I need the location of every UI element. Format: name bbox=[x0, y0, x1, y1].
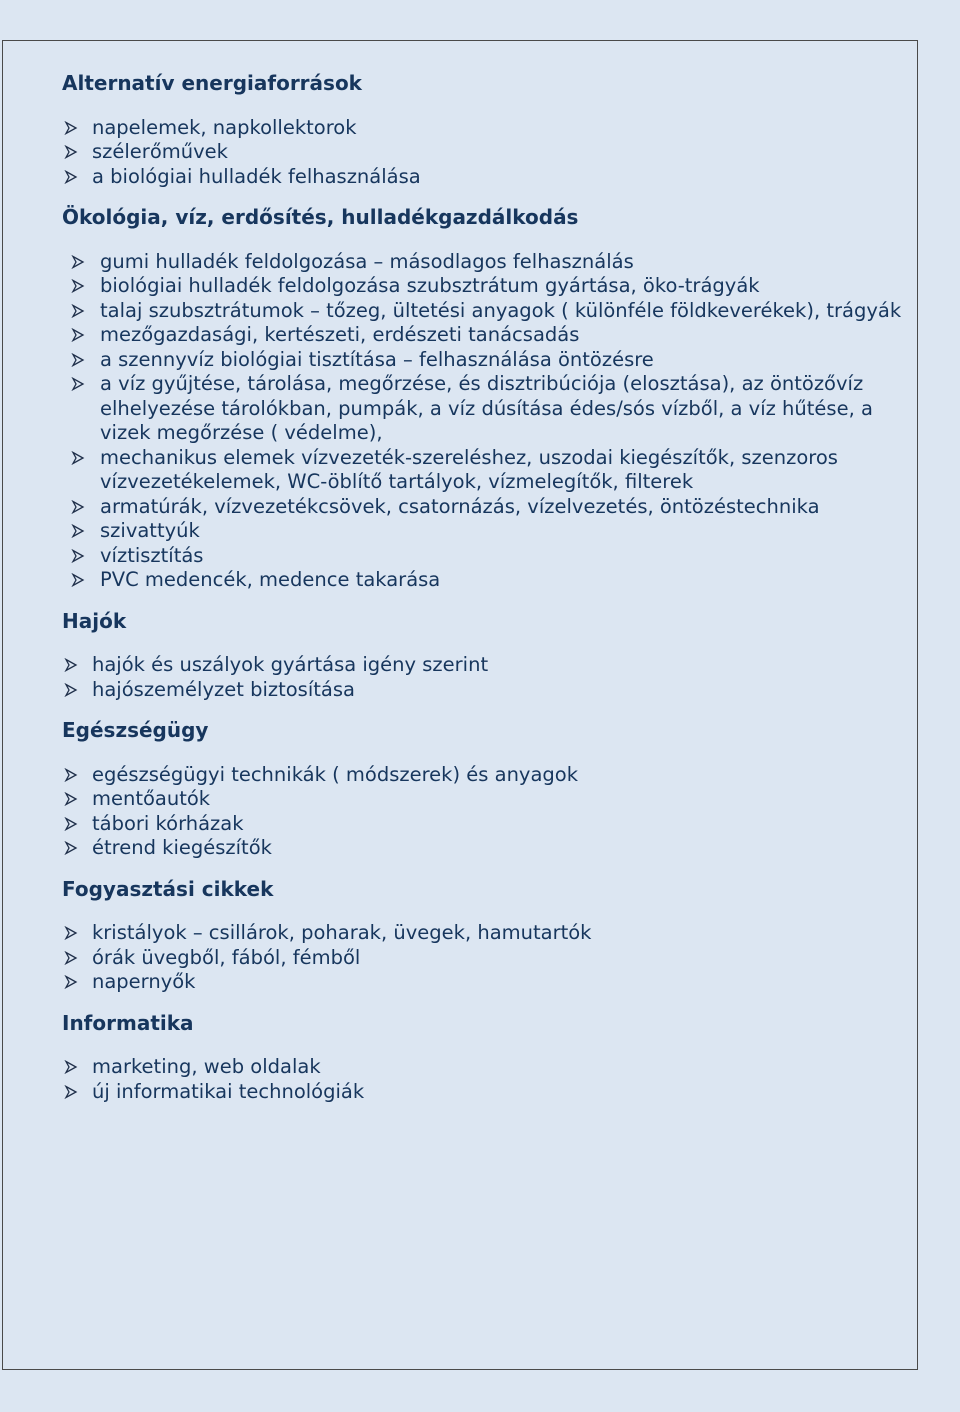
list-item-text: új informatikai technológiák bbox=[92, 1079, 365, 1103]
list-item-text: kristályok – csillárok, poharak, üvegek, hamutartók bbox=[92, 921, 592, 944]
arrowhead-bullet-icon bbox=[71, 250, 89, 275]
arrowhead-bullet-icon bbox=[64, 763, 82, 788]
list-item-text: mechanikus elemek vízvezeték-szereléshez, uszodai kiegészítők, szenzoros vízvezetékelemek, WC-öblítő tartályok, vízmelegítők, filterek bbox=[100, 445, 838, 493]
arrowhead-bullet-icon bbox=[64, 836, 82, 861]
arrowhead-bullet-icon bbox=[64, 970, 82, 995]
arrowhead-bullet-icon bbox=[64, 116, 82, 141]
bullet-list bbox=[62, 653, 912, 702]
arrowhead-bullet-icon bbox=[64, 946, 82, 971]
list-item bbox=[62, 544, 912, 569]
list-item-text: talaj szubsztrátumok – tőzeg, ültetési anyagok ( különféle földkeverékek), trágyák bbox=[100, 298, 902, 322]
section-title-informatika: Informatika bbox=[62, 1010, 194, 1035]
list-item bbox=[62, 165, 912, 190]
list-item bbox=[62, 1080, 912, 1105]
arrowhead-bullet-icon bbox=[71, 495, 89, 520]
list-item bbox=[62, 299, 912, 324]
list-item bbox=[62, 116, 912, 141]
list-item-text: a biológiai hulladék felhasználása bbox=[92, 164, 421, 188]
section-title-okologia-viz-erdosites-hulladekgazdalkodas: Ökológia, víz, erdősítés, hulladékgazdálkodás bbox=[62, 205, 579, 229]
arrowhead-bullet-icon bbox=[71, 544, 89, 569]
list-item bbox=[62, 836, 912, 861]
arrowhead-bullet-icon bbox=[71, 519, 89, 544]
list-item bbox=[62, 763, 912, 788]
list-item bbox=[62, 787, 912, 812]
arrowhead-bullet-icon bbox=[64, 812, 82, 837]
arrowhead-bullet-icon bbox=[71, 274, 89, 299]
arrowhead-bullet-icon bbox=[64, 921, 82, 946]
section-title-egeszsegugy: Egészségügy bbox=[62, 718, 209, 742]
list-item-text: mezőgazdasági, kertészeti, erdészeti tanácsadás bbox=[100, 323, 580, 346]
list-item bbox=[62, 970, 912, 995]
bullet-list bbox=[62, 1055, 912, 1104]
list-item bbox=[62, 348, 912, 373]
bullet-list bbox=[62, 921, 912, 995]
list-item-text: biológiai hulladék feldolgozása szubsztrátum gyártása, öko-trágyák bbox=[100, 274, 760, 297]
list-item-text: marketing, web oldalak bbox=[92, 1055, 321, 1078]
arrowhead-bullet-icon bbox=[64, 653, 82, 678]
document-content bbox=[62, 71, 912, 1104]
list-item-text: mentőautók bbox=[92, 787, 211, 810]
list-item-text: napelemek, napkollektorok bbox=[92, 115, 357, 139]
list-item-text: gumi hulladék feldolgozása – másodlagos felhasználás bbox=[100, 249, 634, 273]
list-item-text: a szennyvíz biológiai tisztítása – felhasználása öntözésre bbox=[100, 347, 654, 371]
list-item bbox=[62, 678, 912, 703]
bullet-list bbox=[62, 763, 912, 861]
list-item bbox=[62, 274, 912, 299]
list-item-text: szivattyúk bbox=[100, 519, 200, 542]
arrowhead-bullet-icon bbox=[71, 323, 89, 348]
list-item bbox=[62, 323, 912, 348]
arrowhead-bullet-icon bbox=[64, 1080, 82, 1105]
list-item bbox=[62, 653, 912, 678]
list-item bbox=[62, 946, 912, 971]
list-item bbox=[62, 446, 912, 495]
list-item bbox=[62, 250, 912, 275]
list-item bbox=[62, 140, 912, 165]
bullet-list bbox=[62, 116, 912, 190]
list-item-text: órák üvegből, fából, fémből bbox=[92, 945, 361, 969]
list-item-text: PVC medencék, medence takarása bbox=[100, 568, 441, 591]
arrowhead-bullet-icon bbox=[64, 678, 82, 703]
arrowhead-bullet-icon bbox=[64, 787, 82, 812]
list-item bbox=[62, 812, 912, 837]
list-item-text: étrend kiegészítők bbox=[92, 836, 272, 859]
arrowhead-bullet-icon bbox=[71, 568, 89, 593]
section-title-hajok: Hajók bbox=[62, 608, 127, 633]
arrowhead-bullet-icon bbox=[71, 446, 89, 471]
arrowhead-bullet-icon bbox=[64, 140, 82, 165]
list-item bbox=[62, 921, 912, 946]
list-item-text: napernyők bbox=[92, 970, 196, 993]
list-item bbox=[62, 568, 912, 593]
list-item bbox=[62, 372, 912, 446]
arrowhead-bullet-icon bbox=[71, 299, 89, 324]
arrowhead-bullet-icon bbox=[71, 348, 89, 373]
list-item-text: hajószemélyzet biztosítása bbox=[92, 677, 355, 701]
list-item-text: víztisztítás bbox=[100, 543, 204, 567]
section-title-alternativ-energiaforrasok: Alternatív energiaforrások bbox=[62, 71, 362, 95]
list-item-text: armatúrák, vízvezetékcsövek, csatornázás, vízelvezetés, öntözéstechnika bbox=[100, 494, 820, 518]
list-item bbox=[62, 495, 912, 520]
list-item bbox=[62, 1055, 912, 1080]
list-item-text: szélerőművek bbox=[92, 140, 228, 163]
list-item bbox=[62, 519, 912, 544]
list-item-text: egészségügyi technikák ( módszerek) és anyagok bbox=[92, 762, 579, 786]
arrowhead-bullet-icon bbox=[64, 165, 82, 190]
arrowhead-bullet-icon bbox=[64, 1055, 82, 1080]
list-item-text: a víz gyűjtése, tárolása, megőrzése, és disztribúciója (elosztása), az öntözővíz elhelyezése tárolókban, pumpák, a víz dúsítása édes/sós vízből, a víz hűtése, a vizek megőrzése ( védelme), bbox=[100, 372, 873, 444]
list-item-text: tábori kórházak bbox=[92, 811, 244, 835]
section-title-fogyasztasi-cikkek: Fogyasztási cikkek bbox=[62, 876, 274, 901]
list-item-text: hajók és uszályok gyártása igény szerint bbox=[92, 653, 489, 676]
bullet-list bbox=[62, 250, 912, 593]
arrowhead-bullet-icon bbox=[71, 372, 89, 397]
